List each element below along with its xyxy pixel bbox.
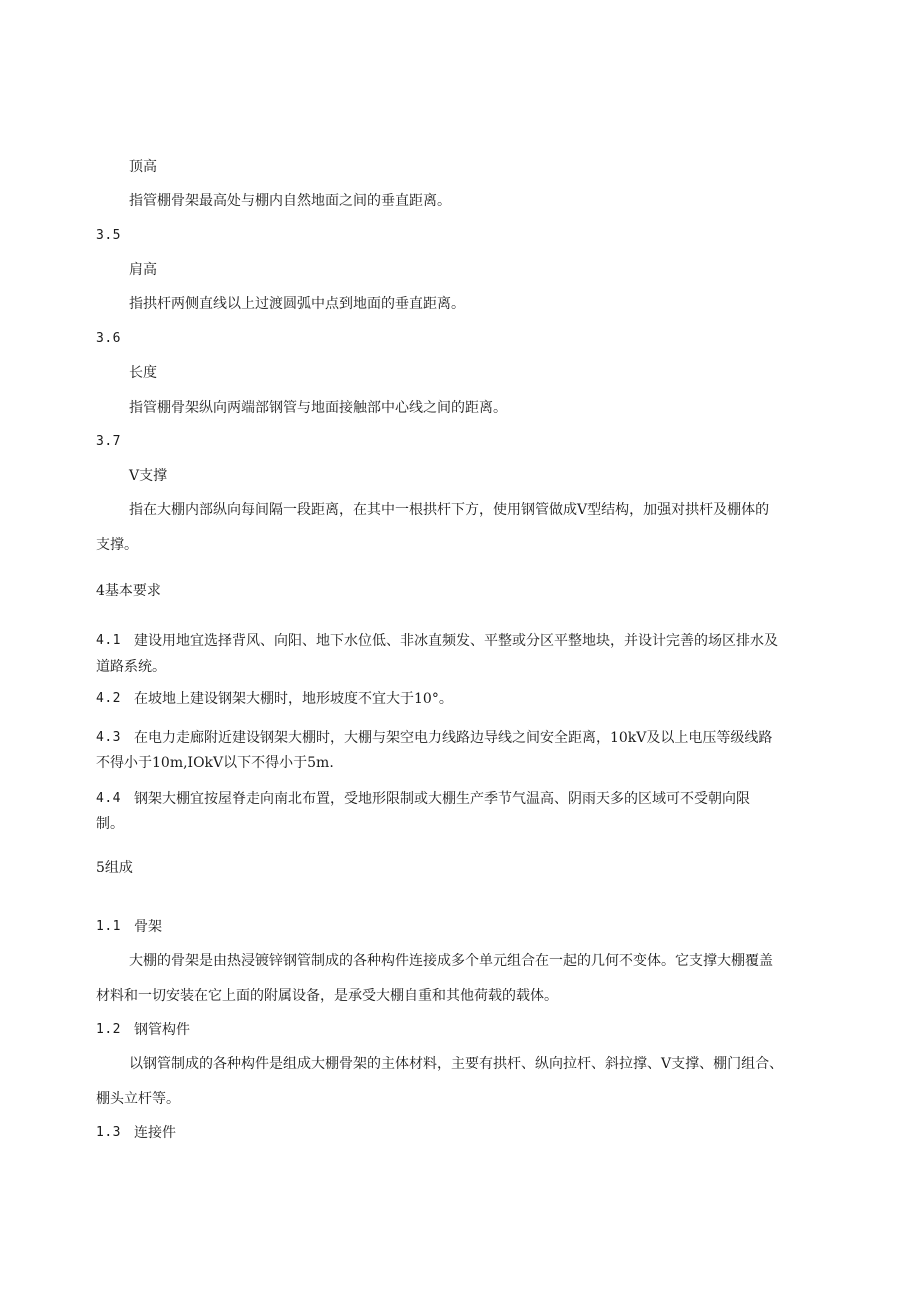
clause-number: 4.3 xyxy=(96,730,121,745)
term-definition: 指在大棚内部纵向每间隔一段距离，在其中一根拱杆下方，使用钢管做成V型结构，加强对拱杆及棚体的 xyxy=(129,502,770,518)
term-number: 3.7 xyxy=(96,434,121,449)
section-heading: 5组成 xyxy=(96,860,133,876)
clause-text-continued: 不得小于10m,IOkV以下不得小于5m. xyxy=(96,755,334,771)
section-heading: 4基本要求 xyxy=(96,583,161,599)
term-title: V支撑 xyxy=(129,468,168,484)
term-definition: 指管棚骨架纵向两端部钢管与地面接触部中心线之间的距离。 xyxy=(129,400,507,416)
subsection-title: 连接件 xyxy=(134,1125,176,1141)
term-definition: 指管棚骨架最高处与棚内自然地面之间的垂直距离。 xyxy=(129,193,451,209)
subsection-body: 大棚的骨架是由热浸镀锌钢管制成的各种构件连接成多个单元组合在一起的几何不变体。它支撑大棚覆盖 xyxy=(129,953,773,969)
clause-text: 在坡地上建设钢架大棚时，地形坡度不宜大于10°。 xyxy=(134,691,453,707)
subsection-title: 骨架 xyxy=(134,919,162,935)
subsection-number: 1.3 xyxy=(96,1125,121,1140)
subsection-body: 以钢管制成的各种构件是组成大棚骨架的主体材料，主要有拱杆、纵向拉杆、斜拉撑、V支撑、棚门组合、 xyxy=(129,1056,784,1072)
clause-number: 4.1 xyxy=(96,633,121,648)
term-number: 3.6 xyxy=(96,331,121,346)
subsection-body-continued: 棚头立杆等。 xyxy=(96,1091,180,1107)
term-title: 长度 xyxy=(129,365,157,381)
clause-text: 建设用地宜选择背风、向阳、地下水位低、非冰直频发、平整或分区平整地块，并设计完善的场区排水及 xyxy=(134,633,778,649)
clause-number: 4.4 xyxy=(96,791,121,806)
subsection-number: 1.1 xyxy=(96,919,121,934)
term-number: 3.5 xyxy=(96,228,121,243)
subsection-title: 钢管构件 xyxy=(134,1022,190,1038)
term-definition-continued: 支撑。 xyxy=(96,537,138,553)
clause-text-continued: 道路系统。 xyxy=(96,659,166,675)
clause-text: 钢架大棚宜按屋脊走向南北布置，受地形限制或大棚生产季节气温高、阴雨天多的区域可不受朝向限 xyxy=(134,791,750,807)
clause-text-continued: 制。 xyxy=(96,816,124,832)
term-title: 顶高 xyxy=(129,159,157,175)
subsection-number: 1.2 xyxy=(96,1022,121,1037)
term-definition: 指拱杆两侧直线以上过渡圆弧中点到地面的垂直距离。 xyxy=(129,296,465,312)
term-title: 肩高 xyxy=(129,262,157,278)
clause-text: 在电力走廊附近建设钢架大棚时，大棚与架空电力线路边导线之间安全距离，10kV及以上电压等级线路 xyxy=(134,730,773,746)
clause-number: 4.2 xyxy=(96,691,121,706)
subsection-body-continued: 材料和一切安装在它上面的附属设备，是承受大棚自重和其他荷载的载体。 xyxy=(96,988,558,1004)
